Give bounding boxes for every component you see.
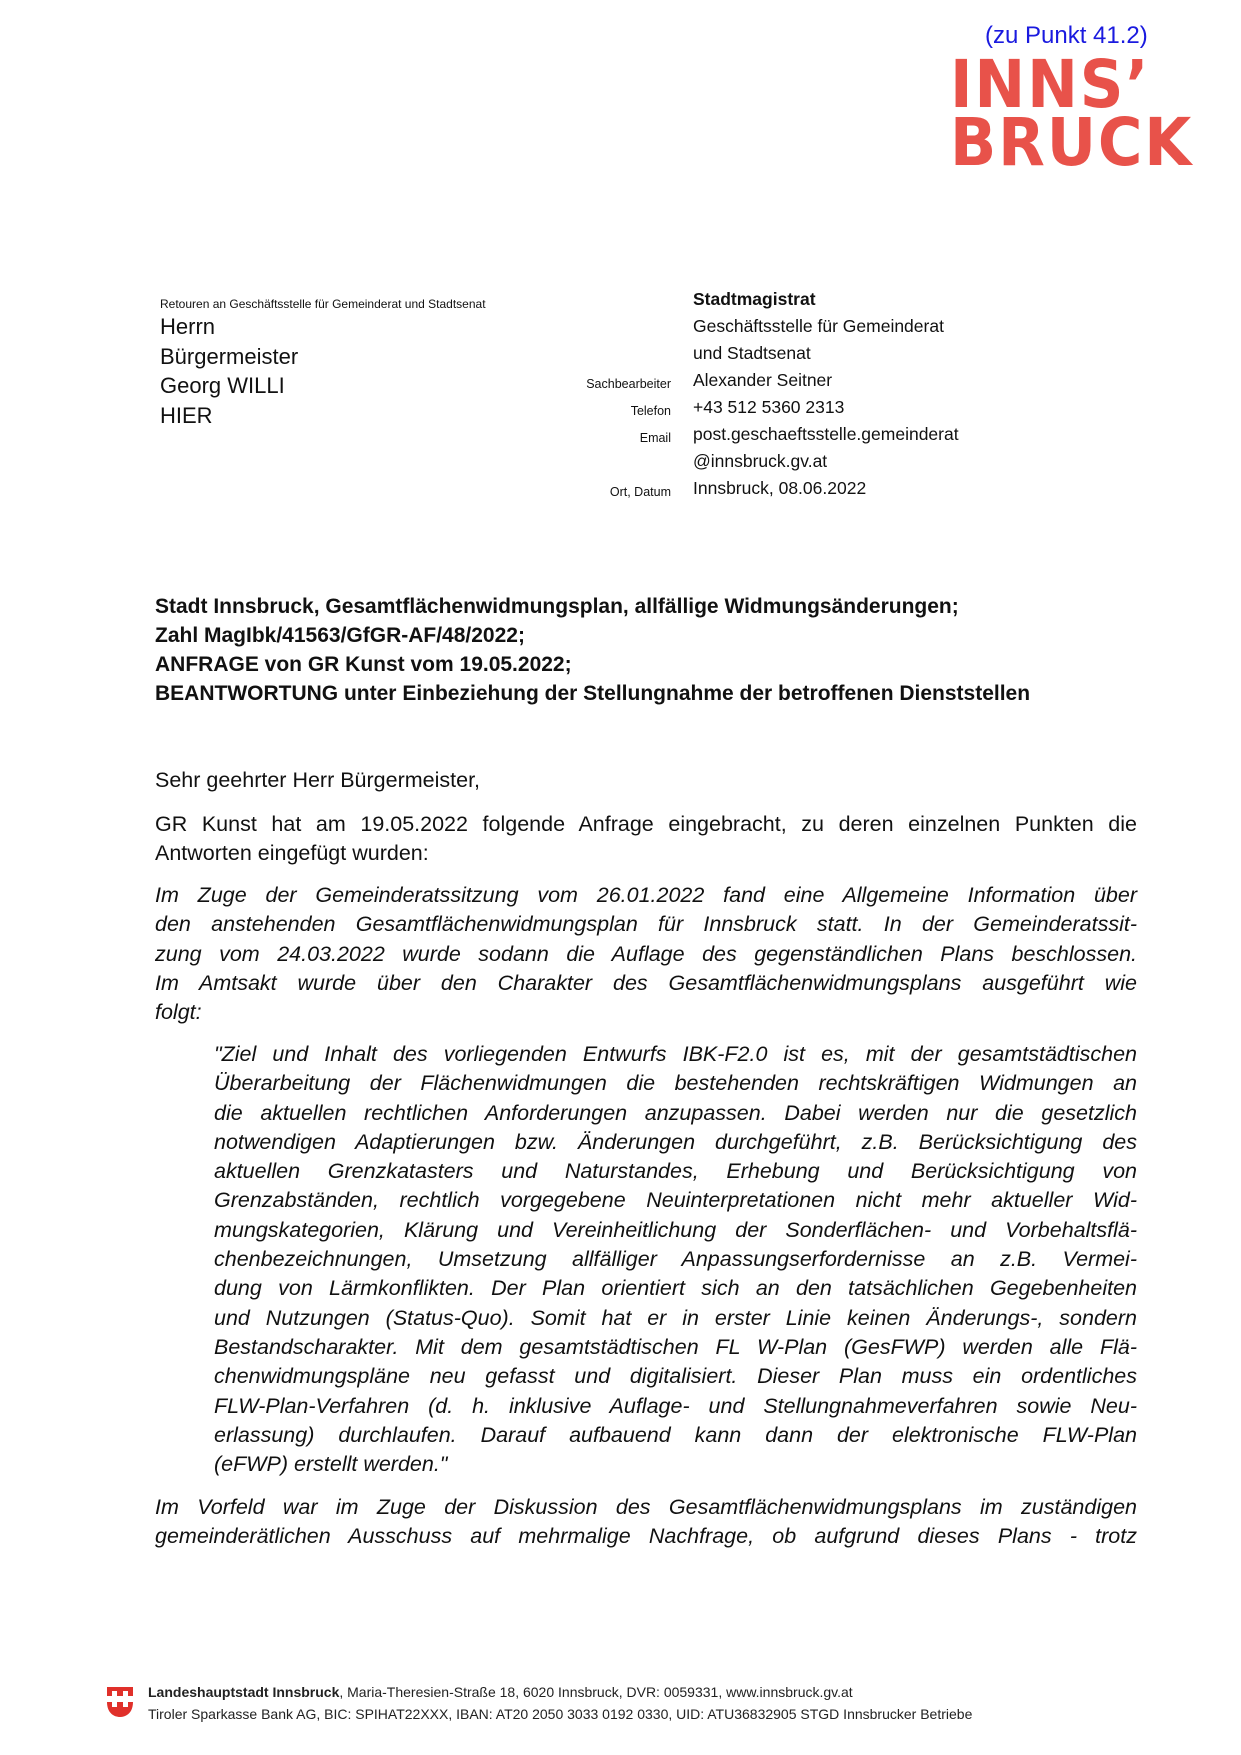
email-value-domain: @innsbruck.gv.at — [693, 451, 828, 471]
phone-label: Telefon — [630, 404, 671, 418]
innsbruck-logo: INNS’ BRUCK — [950, 46, 1194, 181]
text-line: erlassung) durchlaufen. Darauf aufbauend kann dann der elektronische FLW-Plan — [214, 1422, 1137, 1447]
clerk-label: Sachbearbeiter — [586, 377, 671, 391]
subject: Stadt Innsbruck, Gesamtflächenwidmungsplan, allfällige Widmungsänderungen; Zahl MagIbk/41563/GfGR-AF/48/2022; ANFRAGE von GR Kunst vom 19.05.2022; BEANTWORTUNG unter Einbeziehung der Stellungnahme der betroffenen Dienststellen — [155, 595, 1031, 705]
paragraph-2 — [155, 1493, 1137, 1552]
text-line: zung vom 24.03.2022 wurde sodann die Auflage des gegenständlichen Plans beschlossen. — [155, 941, 1137, 966]
date-value: Innsbruck, 08.06.2022 — [693, 478, 867, 498]
text-line: chenwidmungspläne neu gefasst und digitalisiert. Dieser Plan muss ein ordentliches — [214, 1364, 1137, 1389]
text-line: FLW-Plan-Verfahren (d. h. inklusive Auflage- und Stellungnahmeverfahren sowie Neu- — [214, 1393, 1137, 1418]
intro-paragraph: GR Kunst hat am 19.05.2022 folgende Anfrage eingebracht, zu deren einzelnen Punkten die Antworten eingefügt wurden: — [155, 812, 1137, 866]
sender-org: Stadtmagistrat — [693, 289, 816, 309]
salutation: Sehr geehrter Herr Bürgermeister, — [155, 768, 481, 792]
sender-dept-2: und Stadtsenat — [693, 343, 811, 363]
text-line: "Ziel und Inhalt des vorliegenden Entwurfs IBK-F2.0 ist es, mit der gesamtstädtischen — [214, 1042, 1137, 1066]
agenda-reference: (zu Punkt 41.2) — [985, 22, 1148, 49]
quoted-text — [214, 1040, 1137, 1479]
return-address: Retouren an Geschäftsstelle für Gemeinderat und Stadtsenat — [160, 297, 486, 311]
city-coat-of-arms-icon — [106, 1683, 134, 1723]
paragraph-1 — [155, 881, 1137, 1027]
email-label: Email — [639, 431, 671, 445]
text-line: Im Zuge der Gemeinderatssitzung vom 26.01.2022 fand eine Allgemeine Information über — [155, 883, 1137, 907]
footer-line-1: Landeshauptstadt Innsbruck, Maria-Theresien-Straße 18, 6020 Innsbruck, DVR: 0059331, www.innsbruck.gv.at — [148, 1684, 853, 1700]
phone-value: +43 512 5360 2313 — [693, 397, 845, 417]
text-line: Grenzabständen, rechtlich vorgegebene Neuinterpretationen nicht mehr aktueller Wid- — [214, 1188, 1137, 1213]
text-line: aktuellen Grenzkatasters und Naturstandes, Erhebung und Berücksichtigung von — [214, 1159, 1137, 1184]
text-line: und Nutzungen (Status-Quo). Somit hat er in erster Linie keinen Änderungs-, sondern — [214, 1305, 1137, 1330]
text-line: chenbezeichnungen, Umsetzung allfälliger Anpassungserfordernisse an z.B. Vermei- — [214, 1247, 1137, 1272]
email-value: post.geschaeftsstelle.gemeinderat — [693, 424, 959, 444]
text-line: (eFWP) erstellt werden." — [214, 1452, 448, 1477]
footer-line-2: Tiroler Sparkasse Bank AG, BIC: SPIHAT22XXX, IBAN: AT20 2050 3033 0192 0330, UID: ATU36832905 STGD Innsbrucker Betriebe — [148, 1706, 973, 1722]
sender-dept: Geschäftsstelle für Gemeinderat — [693, 316, 944, 336]
recipient-address: Herrn Bürgermeister Georg WILLI HIER — [160, 314, 299, 428]
text-line: Überarbeitung der Flächenwidmungen die bestehenden rechtskräftigen Widmungen an — [214, 1071, 1137, 1096]
text-line: dung von Lärmkonflikten. Der Plan orientiert sich an den tatsächlichen Gegebenheiten — [214, 1276, 1137, 1301]
text-line: notwendigen Adaptierungen bzw. Änderungen durchgeführt, z.B. Berücksichtigung des — [214, 1129, 1137, 1154]
text-line: Im Vorfeld war im Zuge der Diskussion des Gesamtflächenwidmungsplans im zuständigen — [155, 1495, 1137, 1519]
date-label: Ort, Datum — [609, 485, 671, 499]
text-line: mungskategorien, Klärung und Vereinheitlichung der Sonderflächen- und Vorbehaltsflä- — [214, 1217, 1137, 1242]
text-line: folgt: — [155, 1000, 202, 1025]
text-line: die aktuellen rechtlichen Anforderungen anzupassen. Dabei werden nur die gesetzlich — [214, 1100, 1137, 1125]
text-line: den anstehenden Gesamtflächenwidmungsplan für Innsbruck statt. In der Gemeinderatssit- — [155, 912, 1137, 937]
clerk-name: Alexander Seitner — [693, 370, 833, 390]
text-line: gemeinderätlichen Ausschuss auf mehrmalige Nachfrage, ob aufgrund dieses Plans - trotz — [155, 1524, 1137, 1549]
text-line: Bestandscharakter. Mit dem gesamtstädtischen FL W-Plan (GesFWP) werden alle Flä- — [214, 1334, 1137, 1359]
text-line: Im Amtsakt wurde über den Charakter des Gesamtflächenwidmungsplans ausgeführt wie — [155, 970, 1137, 995]
